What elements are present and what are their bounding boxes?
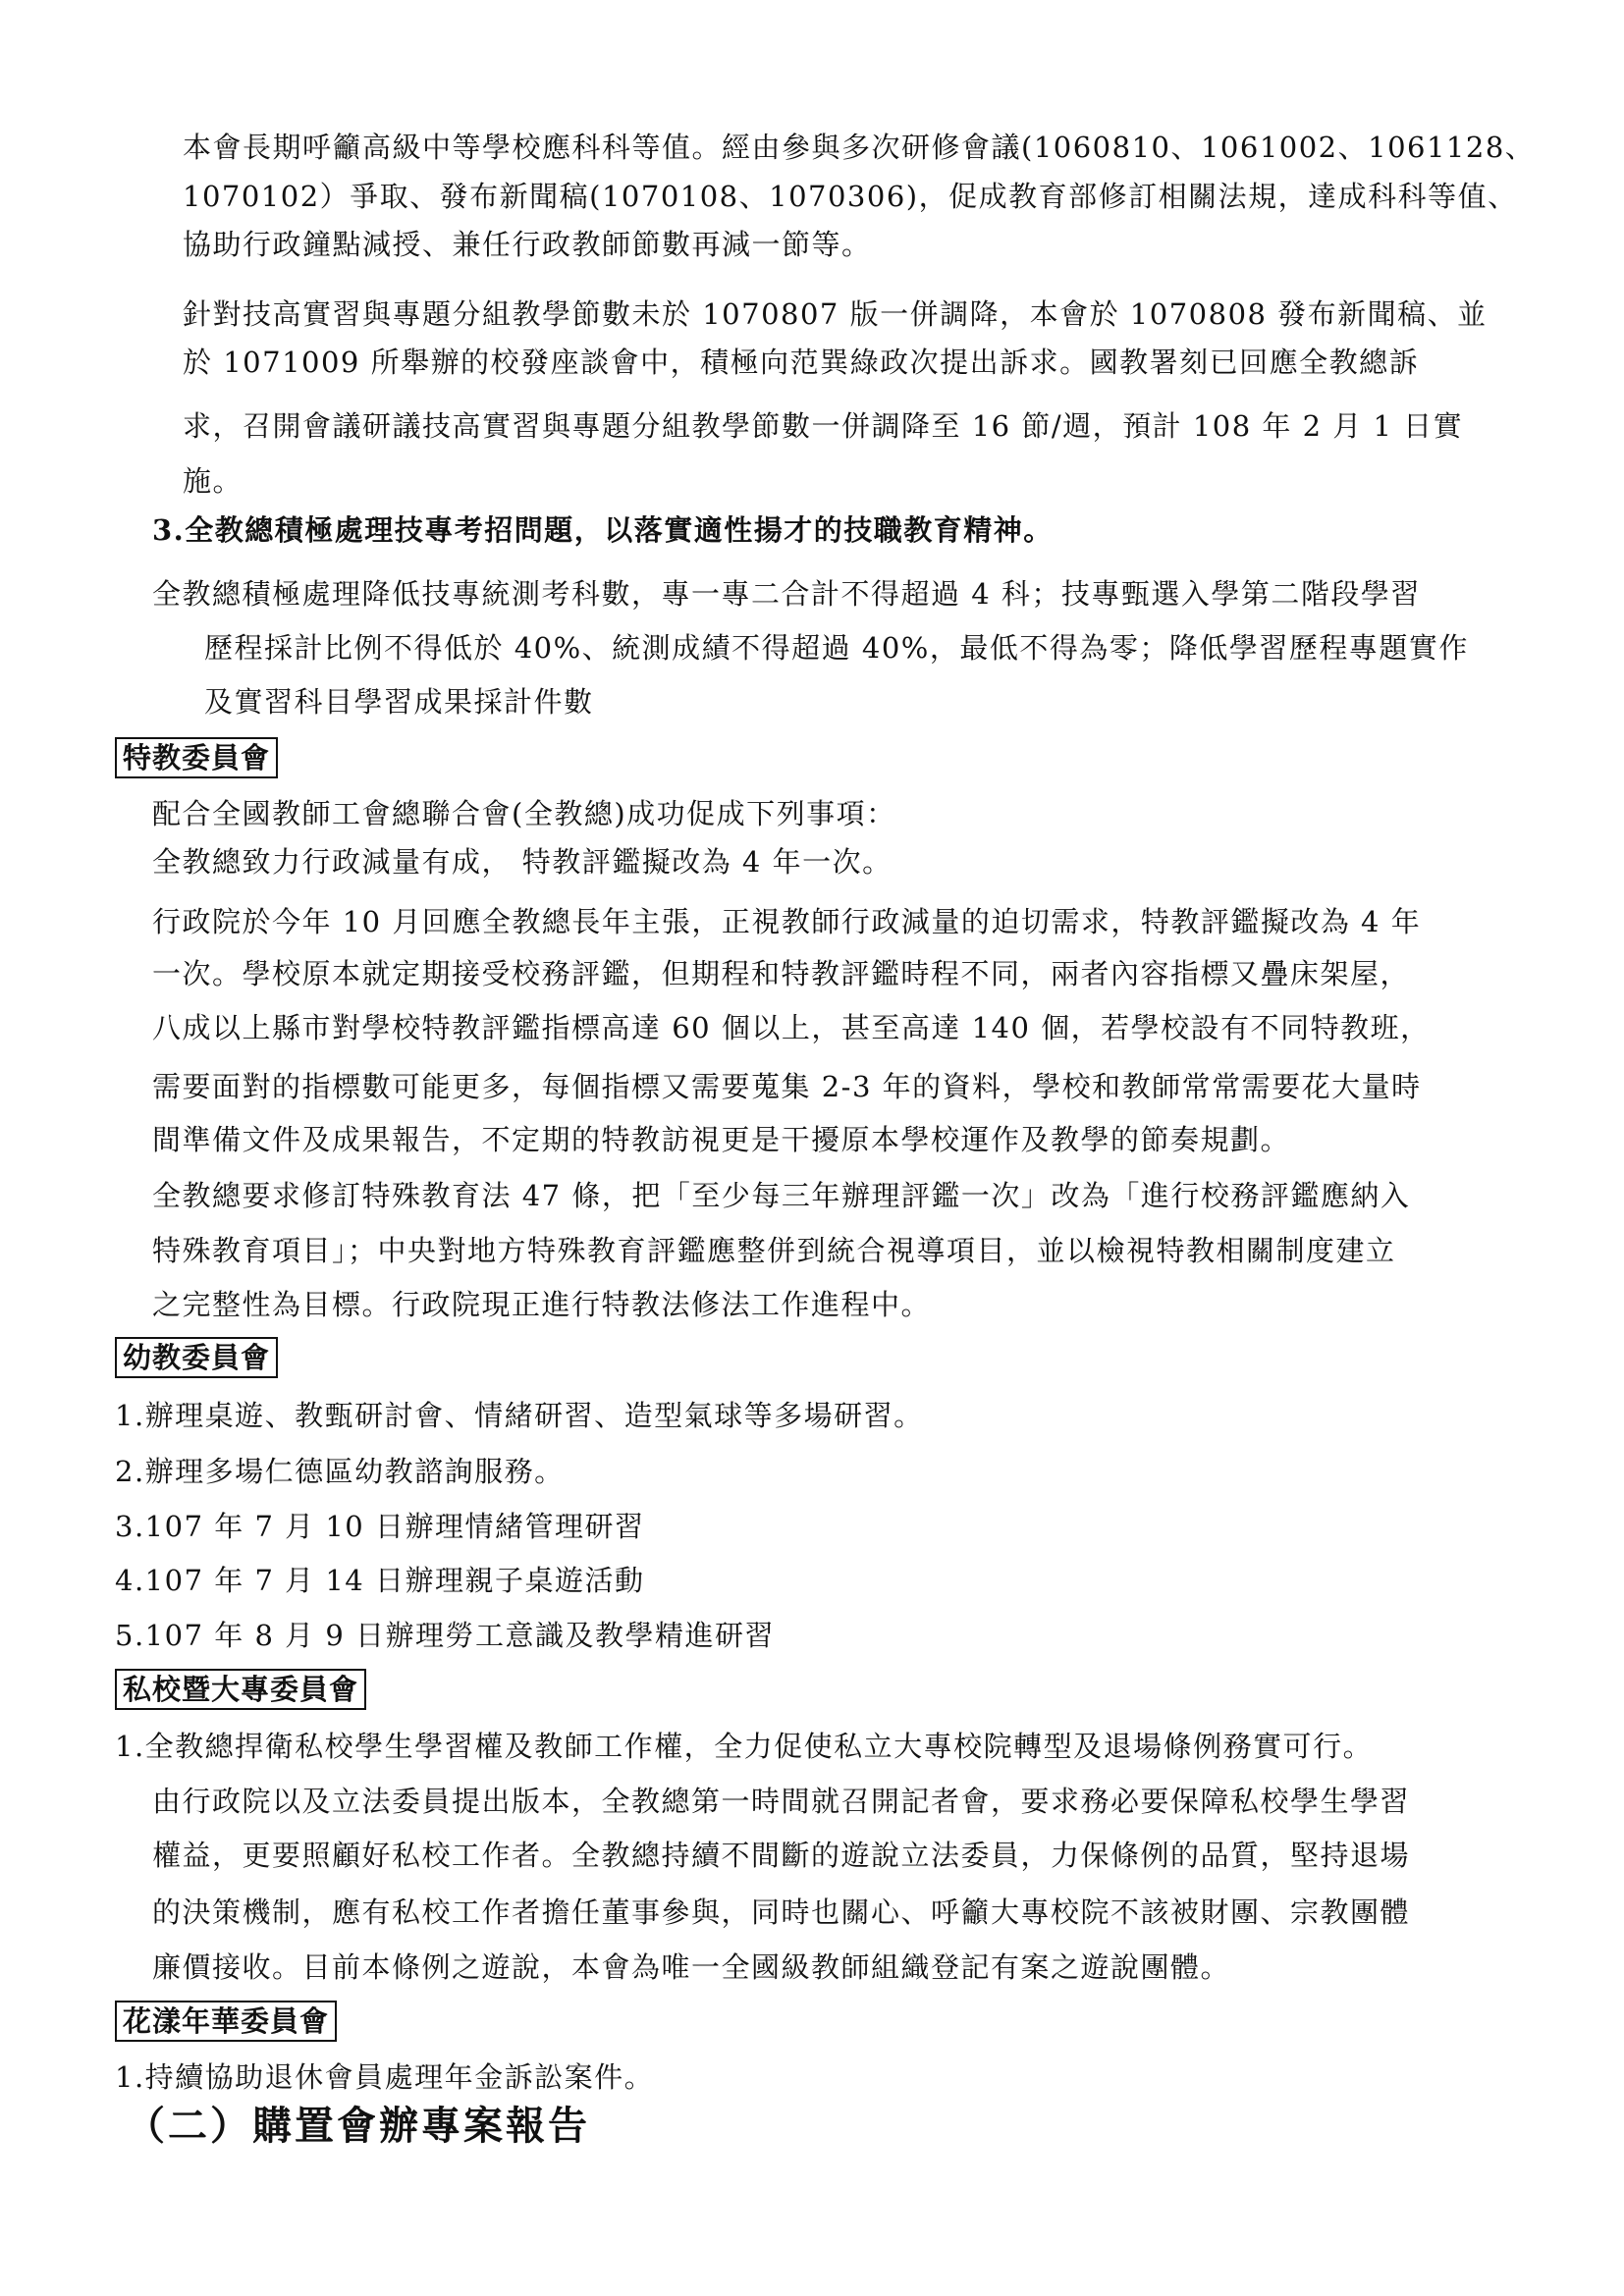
item3-line-1: 全教總積極處理降低技專統測考科數，專一專二合計不得超過 4 科；技專甄選入學第二階段學習 <box>152 577 1421 611</box>
preschool-item-2: 2.辦理多場仁德區幼教諮詢服務。 <box>115 1455 565 1488</box>
preschool-item-1: 1.辦理桌遊、教甄研討會、情緒研習、造型氣球等多場研習。 <box>115 1399 924 1432</box>
special-ed-line-9: 特殊教育項目」；中央對地方特殊教育評鑑應整併到統合視導項目，並以檢視特教相關制度建立 <box>152 1234 1396 1267</box>
intro-line-4: 針對技高實習與專題分組教學節數未於 1070807 版一併調降，本會於 1070808 發布新聞稿、並 <box>183 297 1488 331</box>
item3-line-3: 及實習科目學習成果採計件數 <box>204 685 594 719</box>
preschool-heading: 幼教委員會 <box>115 1337 278 1378</box>
special-ed-line-5: 八成以上縣市對學校特教評鑑指標高達 60 個以上，甚至高達 140 個，若學校設有不同特教班， <box>152 1011 1431 1044</box>
special-ed-line-3: 行政院於今年 10 月回應全教總長年主張，正視教師行政減量的迫切需求，特教評鑑擬改為 4 年 <box>152 905 1422 938</box>
preschool-item-3: 3.107 年 7 月 10 日辦理情緒管理研習 <box>115 1510 645 1543</box>
retired-heading: 花漾年華委員會 <box>115 2001 337 2042</box>
retired-item-1: 1.持續協助退休會員處理年金訴訟案件。 <box>115 2060 655 2094</box>
special-ed-line-8: 全教總要求修訂特殊教育法 47 條，把「至少每三年辦理評鑑一次」改為「進行校務評鑑應納入 <box>152 1179 1411 1212</box>
preschool-item-4: 4.107 年 7 月 14 日辦理親子桌遊活動 <box>115 1564 645 1597</box>
item3-line-2: 歷程採計比例不得低於 40%、統測成績不得超過 40%，最低不得為零；降低學習歷程專題實作 <box>204 631 1469 665</box>
private-line-3: 權益，更要照顧好私校工作者。全教總持續不間斷的遊說立法委員，力保條例的品質，堅持退場 <box>152 1839 1411 1872</box>
special-ed-line-4: 一次。學校原本就定期接受校務評鑑，但期程和特教評鑑時程不同，兩者內容指標又疊床架屋， <box>152 957 1411 990</box>
intro-line-7: 施。 <box>183 464 244 498</box>
private-line-5: 廉價接收。目前本條例之遊說，本會為唯一全國級教師組織登記有案之遊說團體。 <box>152 1950 1231 1984</box>
special-ed-line-2: 全教總致力行政減量有成， 特教評鑑擬改為 4 年一次。 <box>152 845 893 879</box>
section-2-title: （二）購置會辦專案報告 <box>126 2103 590 2149</box>
private-heading: 私校暨大專委員會 <box>115 1669 366 1710</box>
private-line-4: 的決策機制，應有私校工作者擔任董事參與，同時也關心、呼籲大專校院不該被財團、宗教團體 <box>152 1896 1411 1929</box>
special-ed-line-7: 間準備文件及成果報告，不定期的特教訪視更是干擾原本學校運作及教學的節奏規劃。 <box>152 1123 1291 1156</box>
private-line-1: 1.全教總捍衛私校學生學習權及教師工作權，全力促使私立大專校院轉型及退場條例務實可行。 <box>115 1730 1374 1763</box>
intro-line-1: 本會長期呼籲高級中等學校應科科等值。經由參與多次研修會議(1060810、1061002、1061128、 <box>183 131 1536 164</box>
preschool-item-5: 5.107 年 8 月 9 日辦理勞工意識及教學精進研習 <box>115 1619 776 1652</box>
intro-line-2: 1070102）爭取、發布新聞稿(1070108、1070306)，促成教育部修訂相關法規，達成科科等值、 <box>183 180 1518 213</box>
special-ed-line-1: 配合全國教師工會總聯合會(全教總)成功促成下列事項： <box>152 797 896 830</box>
special-ed-line-10: 之完整性為目標。行政院現正進行特教法修法工作進程中。 <box>152 1288 932 1321</box>
special-ed-heading: 特教委員會 <box>115 737 278 778</box>
intro-line-6: 求，召開會議研議技高實習與專題分組教學節數一併調降至 16 節/週，預計 108 年 2 月 1 日實 <box>183 409 1464 443</box>
intro-line-5: 於 1071009 所舉辦的校發座談會中，積極向范巽綠政次提出訴求。國教署刻已回應全教總訴 <box>183 346 1420 379</box>
private-line-2: 由行政院以及立法委員提出版本，全教總第一時間就召開記者會，要求務必要保障私校學生學習 <box>152 1785 1411 1818</box>
special-ed-line-6: 需要面對的指標數可能更多，每個指標又需要蒐集 2-3 年的資料，學校和教師常常需要花大量時 <box>152 1070 1422 1103</box>
intro-line-3: 協助行政鐘點減授、兼任行政教師節數再減一節等。 <box>183 228 872 261</box>
item3-heading: 3.全教總積極處理技專考招問題，以落實適性揚才的技職教育精神。 <box>152 513 1054 547</box>
